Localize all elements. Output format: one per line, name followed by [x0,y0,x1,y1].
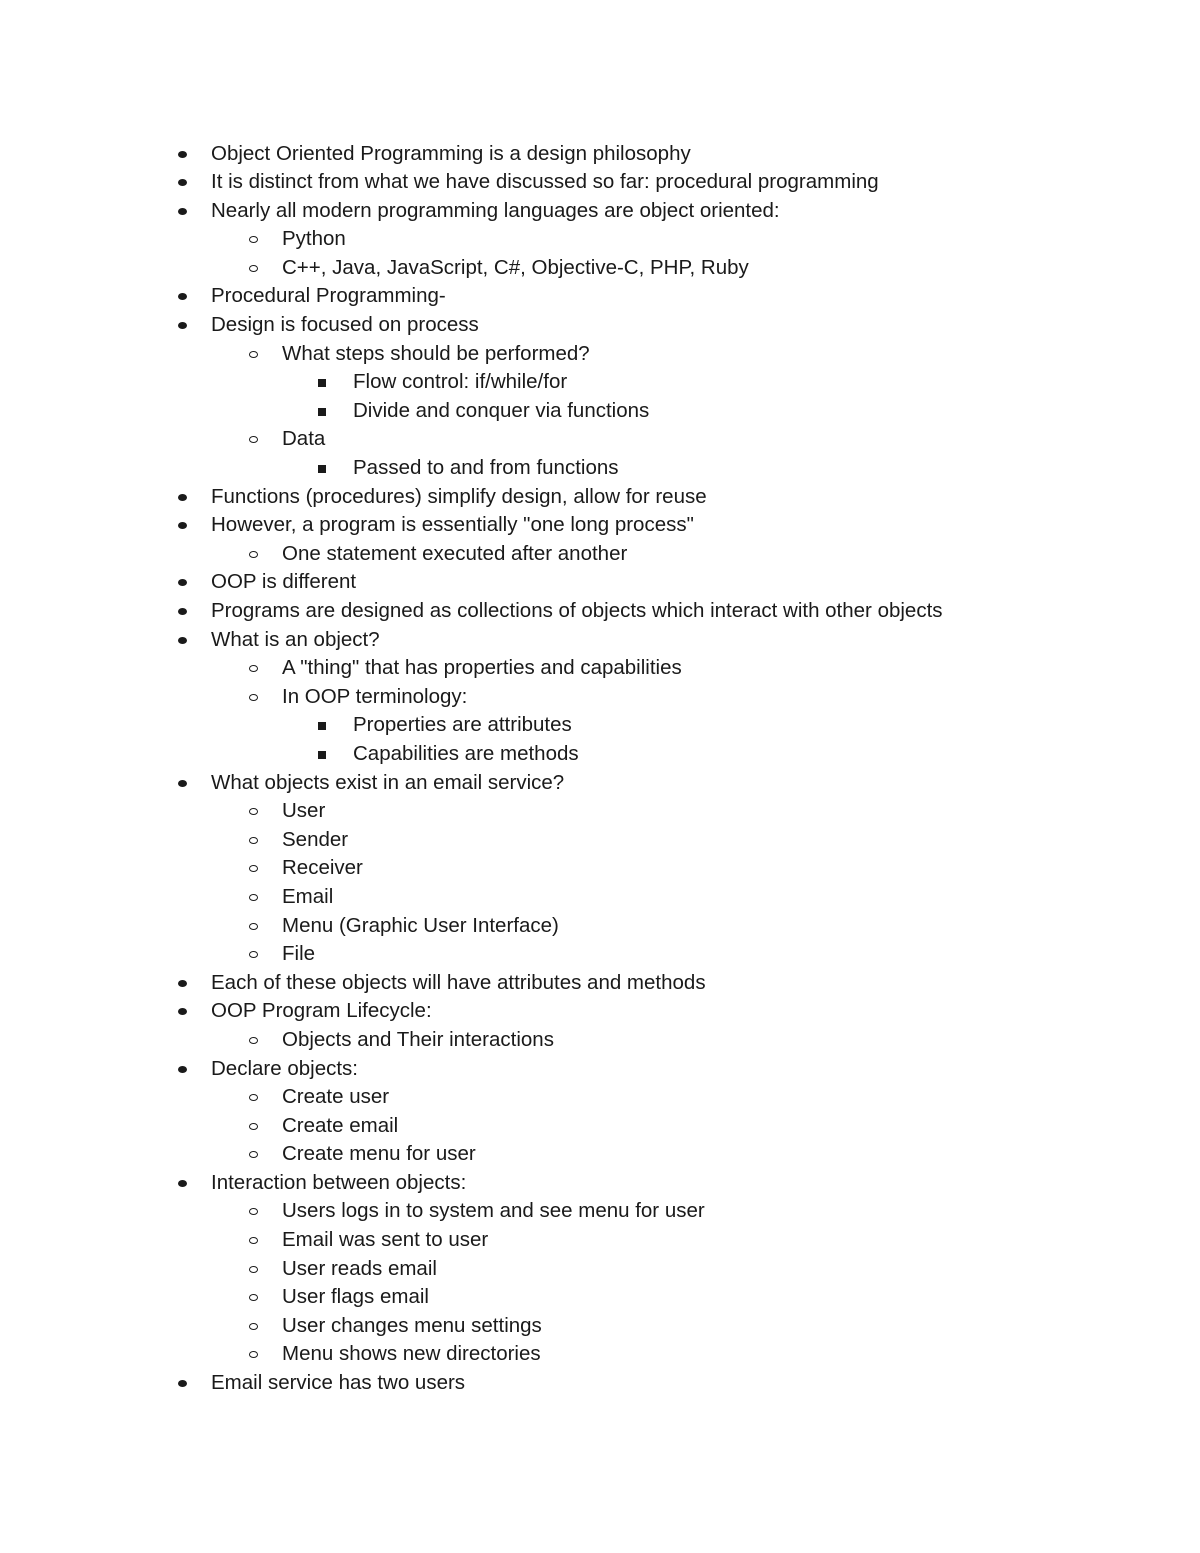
outline-item-level-1 [0,340,1200,369]
filled-circle-bullet-icon [178,1066,187,1073]
filled-circle-bullet-icon [178,980,187,987]
hollow-circle-bullet-icon [249,436,258,443]
hollow-circle-bullet-icon [249,236,258,243]
outline-item-level-2 [0,397,1200,426]
filled-square-bullet-icon [318,379,326,387]
filled-circle-bullet-icon [178,151,187,158]
outline-item-level-1 [0,1283,1200,1312]
hollow-circle-bullet-icon [249,551,258,558]
hollow-circle-bullet-icon [249,1266,258,1273]
hollow-circle-bullet-icon [249,808,258,815]
outline-item-text: Properties are attributes [353,713,572,737]
outline-item-level-1 [0,654,1200,683]
outline-item-text: Create user [282,1085,390,1109]
outline-item-level-1 [0,425,1200,454]
outline-item-text: Functions (procedures) simplify design, allow for reuse [211,484,707,508]
outline-item-level-1 [0,683,1200,712]
outline-item-level-0 [0,568,1200,597]
outline-item-text: One statement executed after another [282,541,628,565]
filled-circle-bullet-icon [178,608,187,615]
outline-item-text: Nearly all modern programming languages are object oriented: [211,198,780,222]
filled-circle-bullet-icon [178,1008,187,1015]
outline-item-level-1 [0,1226,1200,1255]
outline-item-text: Divide and conquer via functions [353,398,650,422]
outline-item-text: Object Oriented Programming is a design philosophy [211,141,691,165]
outline-item-text: In OOP terminology: [282,684,468,708]
hollow-circle-bullet-icon [249,1323,258,1330]
hollow-circle-bullet-icon [249,894,258,901]
outline-item-text: Email was sent to user [282,1228,489,1252]
outline-item-level-1 [0,826,1200,855]
outline-item-level-1 [0,1140,1200,1169]
outline-item-text: Programs are designed as collections of objects which interact with other objects [211,599,943,622]
outline-item-text: Sender [282,827,349,851]
outline-item-text: Python [282,227,346,251]
outline-item-text: Email [282,884,334,908]
outline-item-text: A "thing" that has properties and capabilities [282,656,682,680]
outline-item-level-1 [0,912,1200,941]
filled-circle-bullet-icon [178,1380,187,1387]
hollow-circle-bullet-icon [249,1094,258,1101]
outline-item-level-0 [0,311,1200,340]
filled-circle-bullet-icon [178,579,187,586]
outline-item-text: User flags email [282,1285,429,1309]
outline-item-text: OOP is different [211,570,357,594]
outline-item-text: User reads email [282,1256,437,1280]
outline-item-level-2 [0,454,1200,483]
filled-square-bullet-icon [318,465,326,473]
filled-circle-bullet-icon [178,293,187,300]
outline-item-text: Data [282,427,326,451]
outline-item-level-0 [0,168,1200,197]
hollow-circle-bullet-icon [249,837,258,844]
outline-item-text: OOP Program Lifecycle: [211,999,432,1023]
hollow-circle-bullet-icon [249,1208,258,1215]
outline-item-text: Procedural Programming- [211,284,446,308]
outline-item-text: Receiver [282,856,363,880]
outline-item-text: Each of these objects will have attributes and methods [211,970,706,994]
hollow-circle-bullet-icon [249,694,258,701]
outline-item-level-1 [0,883,1200,912]
hollow-circle-bullet-icon [249,1351,258,1358]
outline-item-level-0 [0,197,1200,226]
outline-item-level-1 [0,797,1200,826]
bullet-outline [0,140,1200,1398]
filled-circle-bullet-icon [178,494,187,501]
outline-item-text: Design is focused on process [211,313,479,337]
outline-item-level-2 [0,368,1200,397]
outline-item-text: However, a program is essentially "one long process" [211,513,694,537]
outline-item-text: Flow control: if/while/for [353,370,568,394]
outline-item-text: File [282,942,316,966]
outline-item-level-1 [0,854,1200,883]
outline-item-level-1 [0,540,1200,569]
filled-circle-bullet-icon [178,780,187,787]
filled-circle-bullet-icon [178,522,187,529]
outline-item-text: What objects exist in an email service? [211,770,565,794]
outline-item-text: Create email [282,1113,399,1137]
outline-item-level-0 [0,997,1200,1026]
hollow-circle-bullet-icon [249,1151,258,1158]
outline-item-level-0 [0,969,1200,998]
filled-square-bullet-icon [318,408,326,416]
outline-item-text: Objects and Their interactions [282,1027,554,1051]
outline-item-level-1 [0,1083,1200,1112]
outline-item-text: Capabilities are methods [353,741,579,765]
outline-item-level-2 [0,740,1200,769]
outline-item-level-1 [0,1340,1200,1369]
outline-item-level-2 [0,711,1200,740]
outline-item-level-0 [0,1169,1200,1198]
outline-item-level-1 [0,940,1200,969]
outline-item-text: It is distinct from what we have discussed so far: procedural programming [211,170,879,194]
hollow-circle-bullet-icon [249,1294,258,1301]
hollow-circle-bullet-icon [249,1037,258,1044]
filled-circle-bullet-icon [178,1180,187,1187]
outline-item-level-0 [0,1369,1200,1398]
filled-square-bullet-icon [318,722,326,730]
outline-item-level-1 [0,254,1200,283]
filled-circle-bullet-icon [178,637,187,644]
filled-square-bullet-icon [318,751,326,759]
outline-item-level-1 [0,225,1200,254]
filled-circle-bullet-icon [178,179,187,186]
outline-item-text: User [282,799,326,823]
outline-item-text: C++, Java, JavaScript, C#, Objective-C, PHP, Ruby [282,255,749,279]
outline-item-level-0 [0,1055,1200,1084]
outline-item-text: What steps should be performed? [282,341,590,365]
outline-item-level-0 [0,597,1200,626]
outline-item-text: Declare objects: [211,1056,358,1080]
outline-item-level-1 [0,1197,1200,1226]
outline-item-text: User changes menu settings [282,1313,542,1337]
hollow-circle-bullet-icon [249,265,258,272]
filled-circle-bullet-icon [178,322,187,329]
outline-item-text: Passed to and from functions [353,456,619,480]
outline-item-level-0 [0,483,1200,512]
hollow-circle-bullet-icon [249,665,258,672]
outline-item-level-1 [0,1312,1200,1341]
filled-circle-bullet-icon [178,208,187,215]
outline-item-level-0 [0,282,1200,311]
hollow-circle-bullet-icon [249,923,258,930]
outline-item-level-0 [0,769,1200,798]
outline-item-level-1 [0,1112,1200,1141]
outline-item-text: Create menu for user [282,1142,476,1166]
hollow-circle-bullet-icon [249,351,258,358]
outline-item-level-1 [0,1026,1200,1055]
outline-item-level-1 [0,1255,1200,1284]
outline-item-text: Menu (Graphic User Interface) [282,913,559,937]
hollow-circle-bullet-icon [249,1123,258,1130]
outline-item-level-0 [0,140,1200,169]
outline-item-text: Interaction between objects: [211,1170,467,1194]
outline-item-level-0 [0,511,1200,540]
hollow-circle-bullet-icon [249,951,258,958]
hollow-circle-bullet-icon [249,865,258,872]
outline-item-text: What is an object? [211,627,380,651]
outline-item-level-0 [0,626,1200,655]
outline-item-text: Menu shows new directories [282,1342,541,1366]
outline-item-text: Email service has two users [211,1371,466,1395]
hollow-circle-bullet-icon [249,1237,258,1244]
outline-item-text: Users logs in to system and see menu for user [282,1199,705,1223]
